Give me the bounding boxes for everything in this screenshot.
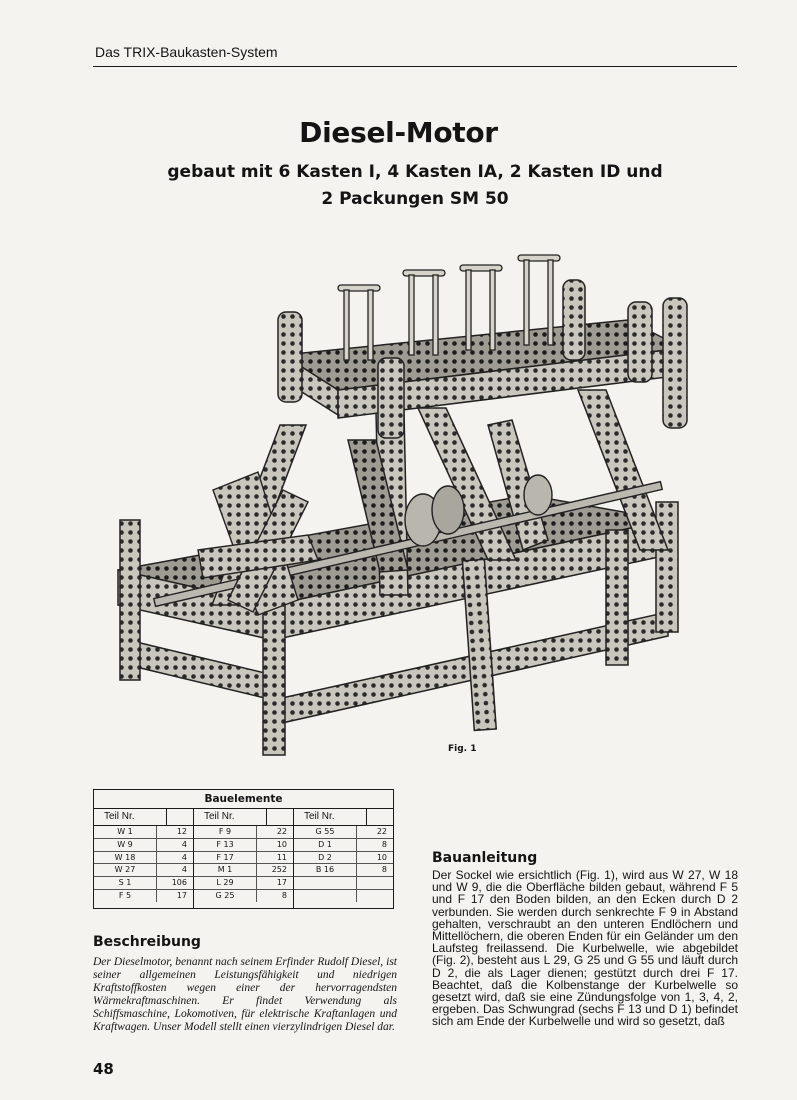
table-row xyxy=(194,864,293,877)
table-row xyxy=(194,890,293,902)
part-number: W 9 xyxy=(94,839,157,851)
column-header: Teil Nr. xyxy=(104,811,135,822)
part-quantity: 10 xyxy=(376,852,387,862)
part-number: W 27 xyxy=(94,864,157,876)
table-row xyxy=(294,877,393,890)
table-row xyxy=(94,826,193,839)
table-row xyxy=(94,864,193,877)
part-quantity: 4 xyxy=(181,852,187,862)
instructions-text: Der Sockel wie ersichtlich (Fig. 1), wird aus W 27, W 18 und W 9, die die Oberfläche bilden gebaut, während F 5 und F 17 den Boden bilden, an den Ecken durch D 2 verbunden. Sie werden durch senkrechte F 9 in Abstand gehalten, verschraubt an den unteren Endlöchern und Mittellöchern, die oberen Enden für ein Geländer um den Laufsteg freilassend. Die Kurbelwelle, wie abgebildet (Fig. 2), besteht aus L 29, G 25 und G 55 und läuft durch D 2, die als Lager dienen; gestützt durch drei F 17. Beachtet, daß die Kolbenstange der Kurbelwelle so gesetzt wird, daß sie eine Zündungsfolge von 1, 3, 4, 2, ergeben. Das Schwungrad (sechs F 13 und D 1) befindet sich am Ende der Kurbelwelle und wird so gesetzt, daß xyxy=(432,868,738,1029)
part-number: F 5 xyxy=(94,890,157,902)
part-number xyxy=(294,890,357,902)
instructions-heading: Bauanleitung xyxy=(432,850,538,866)
part-number: F 17 xyxy=(194,852,257,864)
parts-column xyxy=(194,809,294,909)
figure-caption: Fig. 1 xyxy=(448,744,477,754)
page-number: 48 xyxy=(93,1060,114,1078)
part-quantity: 8 xyxy=(381,839,387,849)
part-quantity: 22 xyxy=(276,827,287,836)
part-quantity: 106 xyxy=(171,878,187,888)
part-quantity: 10 xyxy=(276,839,287,849)
part-quantity: 22 xyxy=(376,827,387,836)
column-header: Teil Nr. xyxy=(304,811,335,822)
table-row xyxy=(94,852,193,865)
table-row xyxy=(294,890,393,902)
table-row xyxy=(194,839,293,852)
part-quantity: 12 xyxy=(176,827,187,836)
table-row xyxy=(94,890,193,902)
part-quantity xyxy=(357,877,393,889)
page-subtitle: gebaut mit 6 Kasten I, 4 Kasten IA, 2 Kasten ID und 2 Packungen SM 50 xyxy=(167,162,663,209)
part-number xyxy=(294,877,357,889)
part-number: D 1 xyxy=(294,839,357,851)
part-number: G 25 xyxy=(194,890,257,902)
part-number: F 9 xyxy=(194,826,257,838)
table-row xyxy=(194,852,293,865)
part-number: W 18 xyxy=(94,852,157,864)
part-number: F 13 xyxy=(194,839,257,851)
table-row xyxy=(94,839,193,852)
part-quantity: 8 xyxy=(281,890,287,900)
part-number: B 16 xyxy=(294,864,357,876)
part-quantity: 17 xyxy=(276,878,287,888)
part-number: W 1 xyxy=(94,826,157,838)
parts-table xyxy=(93,789,394,909)
part-quantity: 8 xyxy=(381,865,387,875)
parts-column xyxy=(94,809,194,909)
part-number: M 1 xyxy=(194,864,257,876)
part-number: G 55 xyxy=(294,826,357,838)
table-row xyxy=(294,826,393,839)
running-header: Das TRIX-Baukasten-System xyxy=(95,44,278,60)
table-row xyxy=(194,826,293,839)
part-number: S 1 xyxy=(94,877,157,889)
page-title: Diesel-Motor xyxy=(299,116,498,149)
part-quantity: 17 xyxy=(176,890,187,900)
table-row xyxy=(294,852,393,865)
part-quantity: 4 xyxy=(181,865,187,875)
header-rule xyxy=(93,66,737,67)
part-number: D 2 xyxy=(294,852,357,864)
description-text: Der Dieselmotor, benannt nach seinem Erfinder Rudolf Diesel, ist seiner allgemeinen Leistungsfähigkeit und niedrigen Kraftstoffkosten wegen einer der hervorragendsten Wärmekraftmaschinen. Er findet Verwendung als Schiffsmaschine, Lokomotiven, für elektrische Kraftanlagen und Kraftwagen. Unser Modell stellt einen vierzylindrigen Diesel dar. xyxy=(93,956,397,1033)
table-row xyxy=(294,839,393,852)
part-quantity: 4 xyxy=(181,839,187,849)
parts-column xyxy=(294,809,393,909)
parts-table-heading: Bauelemente xyxy=(94,790,393,809)
table-row xyxy=(194,877,293,890)
part-quantity xyxy=(357,890,393,902)
table-row xyxy=(94,877,193,890)
description-heading: Beschreibung xyxy=(93,934,201,950)
part-quantity: 252 xyxy=(271,865,287,875)
part-quantity: 11 xyxy=(276,852,287,862)
table-row xyxy=(294,864,393,877)
part-number: L 29 xyxy=(194,877,257,889)
column-header: Teil Nr. xyxy=(204,811,235,822)
diesel-motor-photo xyxy=(108,240,708,780)
